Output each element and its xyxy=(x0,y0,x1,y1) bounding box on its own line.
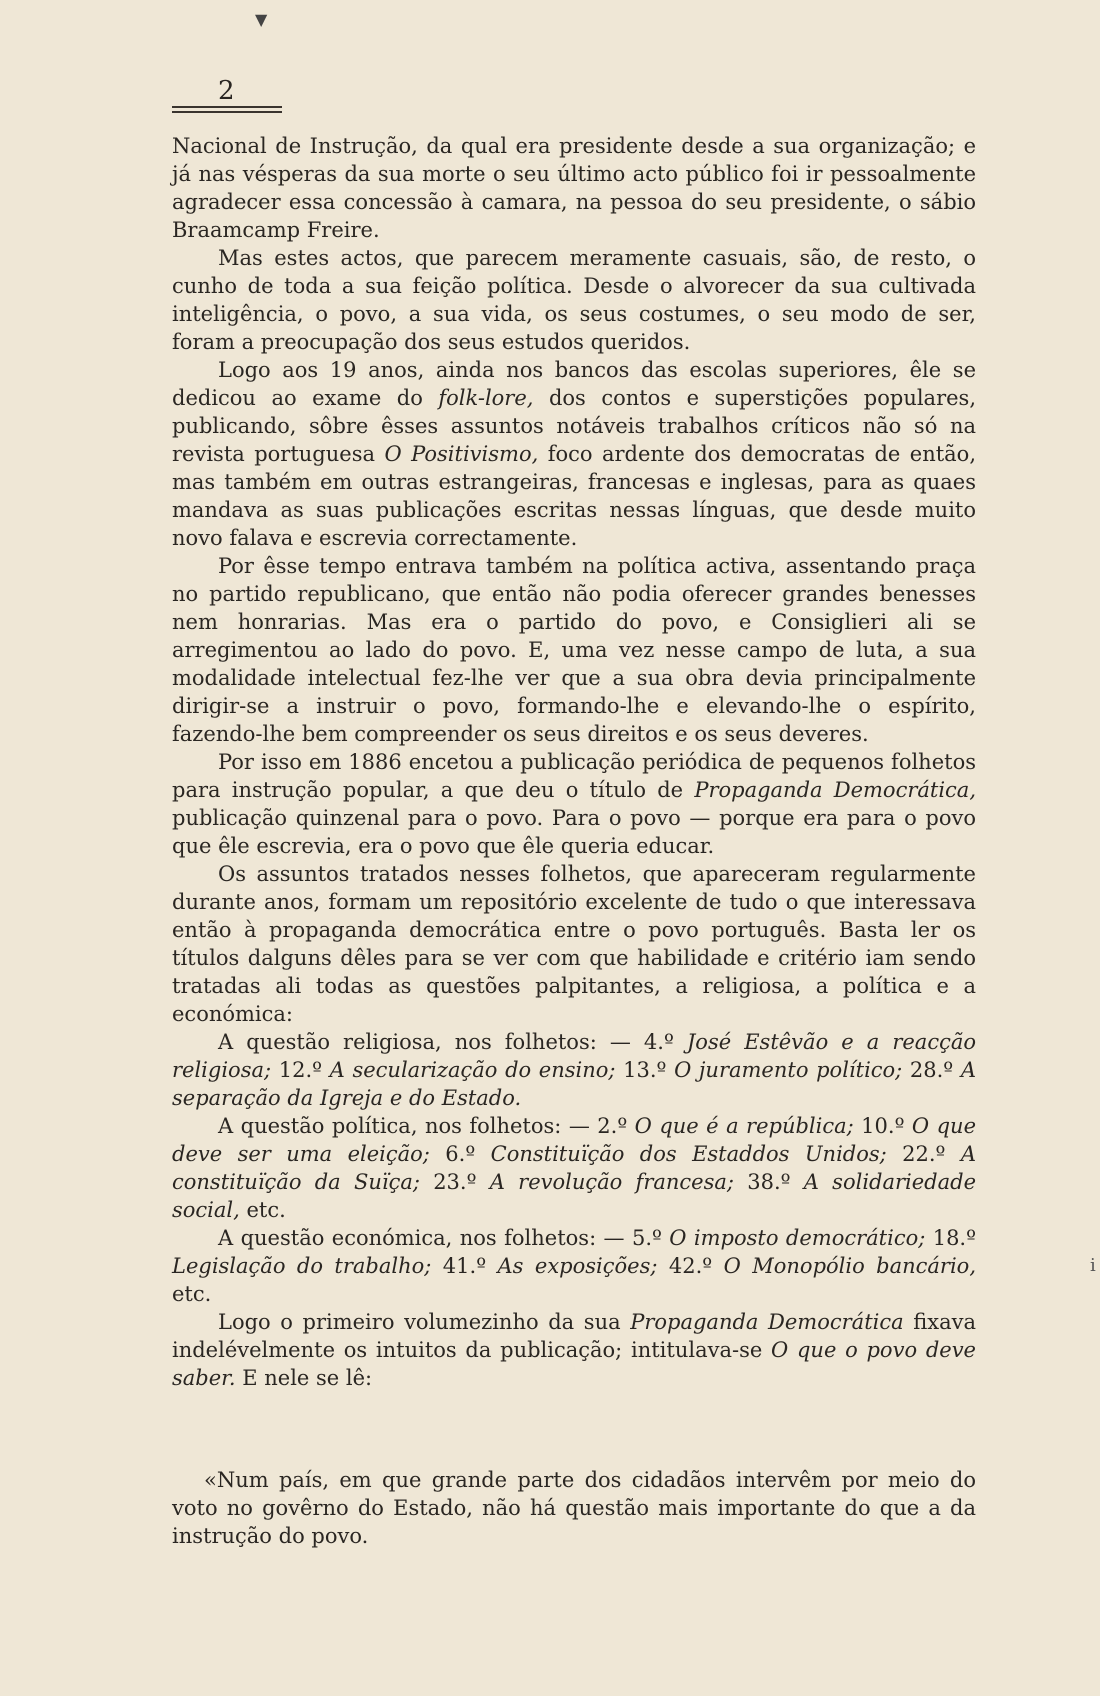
text-run: Por isso em 1886 encetou a publicação periódica de pequenos folhetos para instrução popular, a que deu o título de xyxy=(172,750,976,802)
italic-title: O que é a república; xyxy=(634,1114,854,1138)
italic-title: Constituïção dos Estaddos Unidos; xyxy=(490,1142,887,1166)
italic-title: folk-lore, xyxy=(438,386,534,410)
text-run: 42.º xyxy=(657,1254,724,1278)
italic-title: A secularização do ensino; xyxy=(329,1058,616,1082)
text-run: Por êsse tempo entrava também na política activa, assentando praça no partido republicano, que então não podia oferecer grandes benesses nem honrarias. Mas era o partido do povo, e Consiglieri ali se arregimentou ao lado do povo. E, uma vez nesse campo de luta, a sua modalidade intelectual fez-lhe ver que a sua obra devia principalmente dirigir-se a instruir o povo, formando-lhe e elevando-lhe o espírito, fazendo-lhe bem compreender os seus direitos e os seus deveres. xyxy=(172,554,976,746)
block-quote: «Num país, em que grande parte dos cidadãos intervêm por meio do voto no govêrno do Estado, não há questão mais importante do que a da instrução do povo. xyxy=(172,1468,976,1548)
text-run: 38.º xyxy=(733,1170,804,1194)
text-run: 28.º xyxy=(902,1058,961,1082)
text-run: Os assuntos tratados nesses folhetos, que apareceram regularmente durante anos, formam um repositório excelente de tudo o que interessava então à propaganda democrática entre o povo português. Basta ler os títulos dalguns dêles para se ver com que habilidade e critério iam sendo tratadas ali todas as questões palpitantes, a religiosa, a política e a económica: xyxy=(172,862,976,1026)
italic-title: O que o povo deve saber. xyxy=(172,1338,976,1390)
italic-title: O Positivismo, xyxy=(384,442,539,466)
italic-title: A separação da Igreja e do Estado. xyxy=(172,1058,976,1110)
italic-title: O que deve ser uma eleição; xyxy=(172,1114,976,1166)
paragraph xyxy=(172,1308,976,1392)
italic-title: O Monopólio bancário, xyxy=(723,1254,977,1278)
italic-title: A solidariedade social, xyxy=(172,1170,977,1222)
top-printer-mark: ▼ xyxy=(255,10,268,29)
paragraph xyxy=(172,244,976,356)
paragraph xyxy=(172,1224,976,1308)
italic-title: As exposições; xyxy=(497,1254,658,1278)
text-run: 41.º xyxy=(431,1254,498,1278)
text-run: Nacional de Instrução, da qual era presidente desde a sua organização; e já nas vésperas da sua morte o seu último acto público foi ir pessoalmente agradecer essa concessão à camara, na pessoa do seu presidente, o sábio Braamcamp Freire. xyxy=(172,134,976,242)
text-run: 10.º xyxy=(853,1114,912,1138)
text-run: fixava indelévelmente os intuitos da publicação; intitulava-se xyxy=(172,1310,976,1362)
italic-title: O imposto democrático; xyxy=(669,1226,926,1250)
italic-title: O juramento político; xyxy=(674,1058,903,1082)
text-run: etc. xyxy=(172,1282,212,1306)
italic-title: A constituïção da Suïça; xyxy=(172,1142,976,1194)
text-run: A questão política, nos folhetos: — 2.º xyxy=(218,1114,635,1138)
text-run: etc. xyxy=(239,1198,286,1222)
paragraph xyxy=(172,748,976,860)
italic-title: Legislação do trabalho; xyxy=(172,1254,432,1278)
text-run: Logo aos 19 anos, ainda nos bancos das escolas superiores, êle se dedicou ao exame do xyxy=(172,358,976,410)
margin-mark: i xyxy=(1090,1255,1096,1276)
paragraph xyxy=(172,1028,976,1112)
page-number: 2 xyxy=(218,76,235,106)
text-run: Logo o primeiro volumezinho da sua xyxy=(218,1310,631,1334)
paragraph xyxy=(172,356,976,552)
text-run: foco ardente dos democratas de então, mas também em outras estrangeiras, francesas e inglesas, para as quaes mandava as suas publicações escritas nessas línguas, que desde muito novo falava e escrevia correctamente. xyxy=(172,442,977,550)
text-run: 22.º xyxy=(886,1142,961,1166)
body-text xyxy=(172,132,976,1392)
text-run: 6.º xyxy=(429,1142,491,1166)
italic-title: A revolução francesa; xyxy=(489,1170,734,1194)
italic-title: José Estêvão e a reacção religiosa; xyxy=(172,1030,977,1082)
italic-title: Propaganda Democrática, xyxy=(694,778,976,802)
text-run: 12.º xyxy=(271,1058,330,1082)
text-run: 18.º xyxy=(925,1226,976,1250)
italic-title: Propaganda Democrática xyxy=(630,1310,904,1334)
text-run: A questão económica, nos folhetos: — 5.º xyxy=(218,1226,670,1250)
paragraph xyxy=(172,1112,976,1224)
paragraph xyxy=(172,552,976,748)
header-rule-bottom xyxy=(172,111,282,113)
text-run: dos contos e superstições populares, publicando, sôbre êsses assuntos notáveis trabalhos críticos não só na revista portuguesa xyxy=(172,386,977,466)
text-run: 13.º xyxy=(615,1058,675,1082)
text-run: 23.º xyxy=(419,1170,490,1194)
paragraph xyxy=(172,860,976,1028)
text-run: publicação quinzenal para o povo. Para o povo — porque era para o povo que êle escrevia, era o povo que êle queria educar. xyxy=(172,806,976,858)
paragraph xyxy=(172,132,976,244)
text-run: E nele se lê: xyxy=(235,1366,373,1390)
header-rule-top xyxy=(172,106,282,108)
text-run: A questão religiosa, nos folhetos: — 4.º xyxy=(218,1030,687,1054)
text-run: Mas estes actos, que parecem meramente casuais, são, de resto, o cunho de toda a sua feição política. Desde o alvorecer da sua cultivada inteligência, o povo, a sua vida, os seus costumes, o seu modo de ser, foram a preocupação dos seus estudos queridos. xyxy=(172,246,976,354)
